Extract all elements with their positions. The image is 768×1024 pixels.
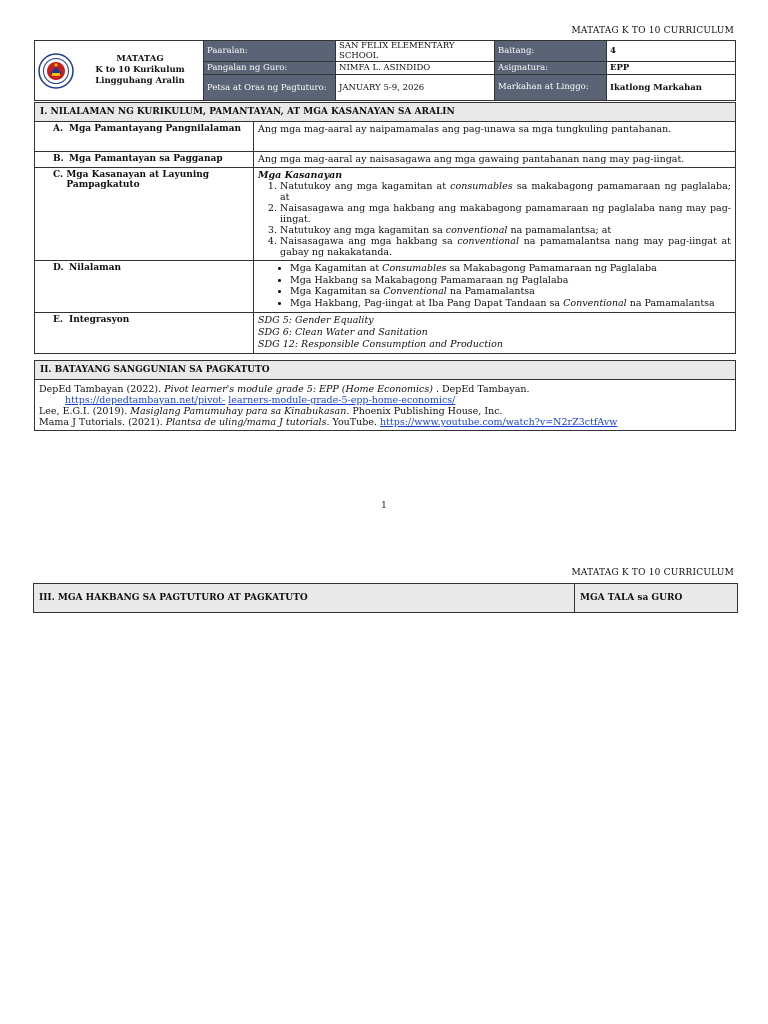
quarter-label: Markahan at Linggo: — [495, 75, 607, 101]
school-label: Paaralan: — [204, 41, 336, 62]
list-item: 1. Natutukoy ang mga kagamitan at consumables sa makabagong pamamaraan ng paglalaba; at — [280, 181, 731, 203]
row-b-title: Mga Pamantayan sa Pagganap — [69, 154, 223, 164]
list-item: SDG 6: Clean Water and Sanitation — [258, 327, 428, 338]
teacher-value: NIMFA L. ASINDIDO — [336, 62, 495, 75]
curriculum-label-page-2: MATATAG K TO 10 CURRICULUM — [571, 568, 734, 578]
teacher-notes-header: MGA TALA sa GURO — [575, 584, 738, 613]
row-a-title: Mga Pamantayang Pangnilalaman — [69, 124, 242, 134]
row-b-text: Ang mga mag-aaral ay naisasagawa ang mga gawaing pantahanan nang may pag-iingat. — [254, 152, 736, 168]
row-e-content — [254, 313, 736, 354]
row-b-label — [35, 152, 254, 168]
section-1-title: I. NILALAMAN NG KURIKULUM, PAMANTAYAN, AT MGA KASANAYAN SA ARALIN — [35, 103, 736, 122]
date-value: JANUARY 5-9, 2026 — [336, 75, 495, 101]
reference-3-link[interactable]: https://www.youtube.com/watch?v=N2rZ3ctfAvw — [380, 417, 618, 428]
school-value: SAN FELIX ELEMENTARY SCHOOL — [336, 41, 495, 62]
row-a-text: Ang mga mag-aaral ay naipamamalas ang pag-unawa sa mga tungkuling pantahanan. — [254, 122, 736, 152]
header-logo-cell — [35, 41, 204, 101]
row-c-key: C. — [53, 170, 64, 180]
list-item: • Mga Kagamitan at Consumables sa Makabagong Pamamaraan ng Paglalaba — [290, 263, 731, 275]
list-item: 4. Naisasagawa ang mga hakbang sa conventional na pamamalantsa nang may pag-iingat at gabay ng nakakatanda. — [280, 236, 731, 258]
d-list — [258, 263, 731, 309]
row-c-label — [35, 168, 254, 261]
teacher-label: Pangalan ng Guro: — [204, 62, 336, 75]
quarter-value: Ikatlong Markahan — [607, 75, 736, 101]
section-2-table — [34, 360, 736, 431]
grade-value: 4 — [607, 41, 736, 62]
subject-value: EPP — [607, 62, 736, 75]
section-3-table — [33, 583, 738, 613]
row-d-title: Nilalaman — [69, 263, 122, 273]
reference-2: Lee, E.G.I. (2019). Masiglang Pamumuhay para sa Kinabukasan. Phoenix Publishing House, Inc. — [39, 406, 503, 417]
list-item: • Mga Hakbang, Pag-iingat at Iba Pang Dapat Tandaan sa Conventional na Pamamalantsa — [290, 298, 731, 310]
section-3-title: III. MGA HAKBANG SA PAGTUTURO AT PAGKATUTO — [34, 584, 575, 613]
row-b-key: B. — [53, 154, 64, 164]
page-number: 1 — [381, 501, 387, 511]
section-2-title: II. BATAYANG SANGGUNIAN SA PAGKATUTO — [35, 361, 736, 380]
c-list — [258, 181, 731, 258]
reference-1-link[interactable]: https://depedtambayan.net/pivot- learners-module-grade-5-epp-home-economics/ — [65, 395, 456, 406]
list-item: SDG 12: Responsible Consumption and Production — [258, 339, 503, 350]
row-d-content — [254, 261, 736, 313]
list-item: SDG 5: Gender Equality — [258, 315, 374, 326]
row-c-content — [254, 168, 736, 261]
reference-3: Mama J Tutorials. (2021). Plantsa de uling/mama J tutorials. YouTube. https://www.youtube.com/watch?v=N2rZ3ctfAvw — [39, 417, 618, 428]
date-label: Petsa at Oras ng Pagtuturo: — [204, 75, 336, 101]
header-title-line: K to 10 Kurikulum — [95, 65, 185, 75]
row-d-key: D. — [53, 263, 64, 273]
curriculum-label: MATATAG K TO 10 CURRICULUM — [571, 26, 734, 36]
header-title-line: MATATAG — [116, 54, 164, 64]
deped-seal-icon — [38, 53, 74, 89]
list-item: • Mga Kagamitan sa Conventional na Pamamalantsa — [290, 286, 731, 298]
lesson-header-table — [34, 40, 736, 101]
section-1-table — [34, 102, 736, 354]
row-a-label — [35, 122, 254, 152]
grade-label: Baitang: — [495, 41, 607, 62]
references-cell — [35, 380, 736, 431]
row-d-label — [35, 261, 254, 313]
row-e-label — [35, 313, 254, 354]
list-item: • Mga Hakbang sa Makabagong Pamamaraan ng Paglalaba — [290, 275, 731, 287]
row-a-key: A. — [53, 124, 64, 134]
subject-label: Asignatura: — [495, 62, 607, 75]
header-title-line: Lingguhang Aralin — [95, 76, 185, 86]
header-title — [80, 54, 200, 87]
row-c-title: Mga Kasanayan at Layuning Pampagkatuto — [66, 170, 210, 190]
c-heading: Mga Kasanayan — [258, 170, 343, 181]
reference-1: DepEd Tambayan (2022). Pivot learner's module grade 5: EPP (Home Economics) . DepEd Tambayan. — [39, 384, 530, 395]
row-e-title: Integrasyon — [69, 315, 130, 325]
list-item: 3. Natutukoy ang mga kagamitan sa conventional na pamamalantsa; at — [280, 225, 731, 236]
row-e-key: E. — [53, 315, 63, 325]
list-item: 2. Naisasagawa ang mga hakbang ang makabagong pamamaraan ng paglalaba nang may pag-iingat. — [280, 203, 731, 225]
